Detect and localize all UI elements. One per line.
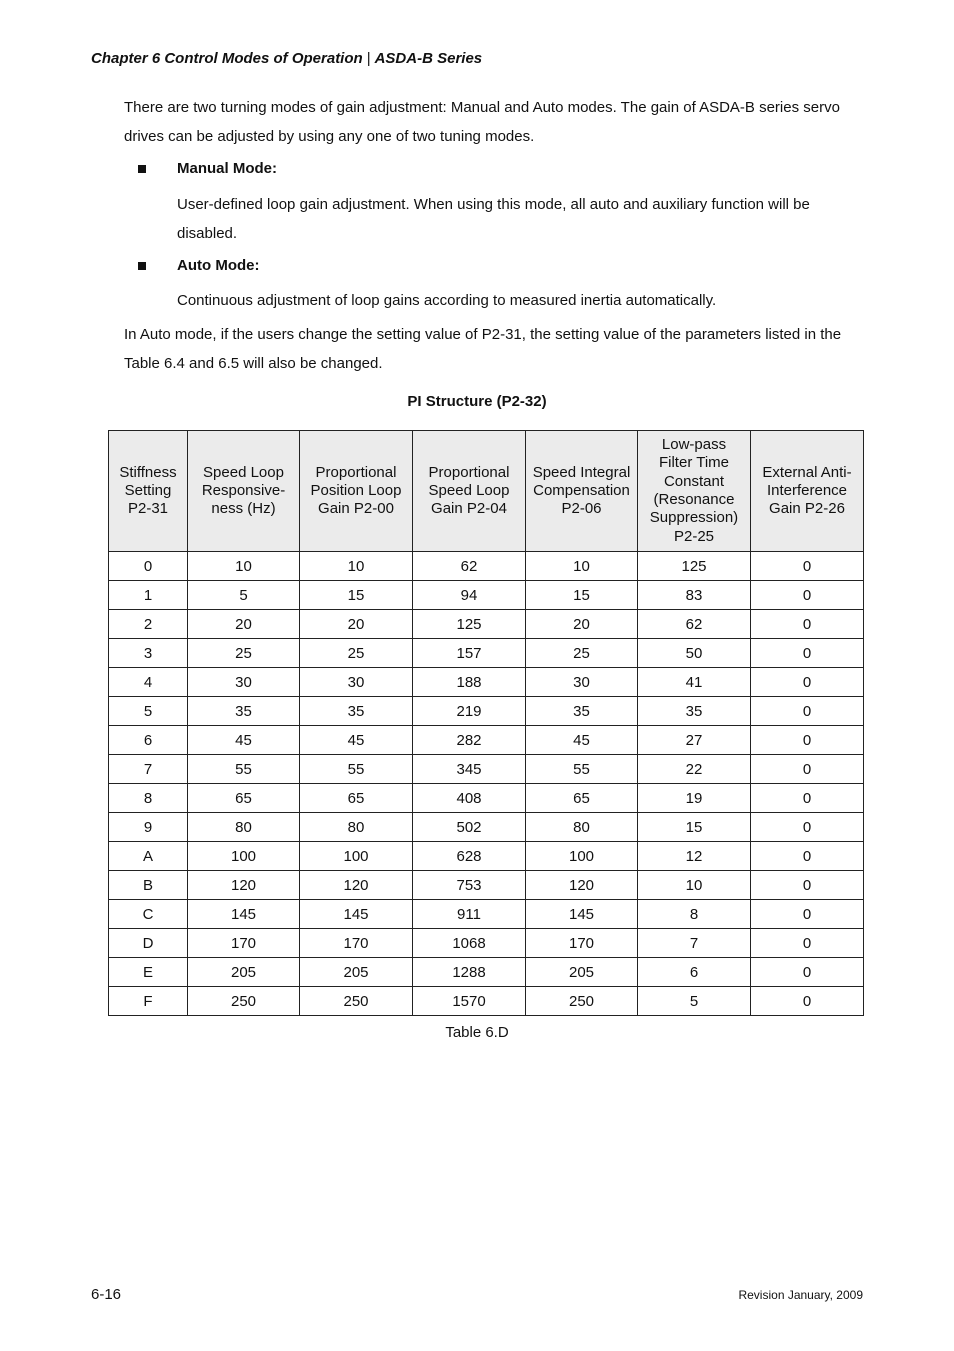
square-bullet-icon — [138, 165, 146, 173]
table-row — [109, 900, 864, 929]
table-cell: 1 — [109, 581, 188, 610]
column-header-line: Filter Time — [658, 454, 729, 472]
column-header-line: Responsive- — [201, 481, 286, 499]
table-cell: 65 — [300, 784, 413, 813]
intro-paragraph: There are two turning modes of gain adjustment: Manual and Auto modes. The gain of ASDA-B series servo drives can be adjusted by using any one of two tuning modes. — [124, 99, 840, 145]
table-cell: 125 — [413, 610, 526, 639]
header-separator: | — [366, 50, 371, 67]
revision-date: Revision January, 2009 — [738, 1288, 863, 1302]
table-cell: 4 — [109, 668, 188, 697]
page-header — [91, 50, 482, 67]
table-cell: 0 — [751, 900, 864, 929]
table-cell: E — [109, 958, 188, 987]
table-cell: 80 — [188, 813, 300, 842]
table-cell: 0 — [751, 813, 864, 842]
table-row — [109, 697, 864, 726]
table-row — [109, 726, 864, 755]
table-cell: 170 — [188, 929, 300, 958]
table-title: PI Structure (P2-32) — [407, 393, 547, 410]
pi-structure-table — [108, 430, 864, 1016]
table-row — [109, 929, 864, 958]
table-cell: A — [109, 842, 188, 871]
table-cell: 170 — [300, 929, 413, 958]
table-cell: 753 — [413, 871, 526, 900]
table-cell: 25 — [300, 639, 413, 668]
table-cell: 0 — [751, 755, 864, 784]
table-cell: 12 — [638, 842, 751, 871]
column-header-line: P2-25 — [673, 527, 715, 545]
table-cell: 5 — [638, 987, 751, 1016]
table-cell: 345 — [413, 755, 526, 784]
table-cell: 0 — [751, 639, 864, 668]
column-header-line: Speed Integral — [532, 463, 631, 481]
column-header — [300, 431, 413, 552]
table-cell: 0 — [751, 958, 864, 987]
table-cell: 157 — [413, 639, 526, 668]
table-cell: 408 — [413, 784, 526, 813]
table-cell: 65 — [526, 784, 638, 813]
column-header-line: Setting — [124, 481, 172, 499]
table-cell: 35 — [526, 697, 638, 726]
auto-mode-text: Continuous adjustment of loop gains according to measured inertia automatically. — [177, 292, 717, 309]
column-header-line: Gain P2-04 — [431, 500, 507, 518]
table-row — [109, 958, 864, 987]
table-cell: 30 — [526, 668, 638, 697]
table-cell: 0 — [751, 668, 864, 697]
table-cell: 0 — [751, 726, 864, 755]
table-cell: 35 — [638, 697, 751, 726]
table-body — [109, 552, 864, 1016]
table-cell: 10 — [300, 552, 413, 581]
table-cell: 205 — [300, 958, 413, 987]
table-cell: 94 — [413, 581, 526, 610]
table-cell: 145 — [526, 900, 638, 929]
table-cell: 282 — [413, 726, 526, 755]
table-cell: 30 — [300, 668, 413, 697]
table-cell: 250 — [300, 987, 413, 1016]
table-cell: 65 — [188, 784, 300, 813]
table-row — [109, 552, 864, 581]
auto-mode-note: In Auto mode, if the users change the setting value of P2-31, the setting value of the parameters listed in the Table 6.4 and 6.5 will also be changed. — [124, 326, 842, 372]
table-row — [109, 784, 864, 813]
table-cell: 55 — [300, 755, 413, 784]
table-cell: 45 — [526, 726, 638, 755]
table-row — [109, 755, 864, 784]
column-header-line: Stiffness — [119, 463, 177, 481]
column-header-line: ness (Hz) — [211, 500, 276, 518]
table-cell: 7 — [109, 755, 188, 784]
table-cell: 55 — [526, 755, 638, 784]
table-cell: 10 — [638, 871, 751, 900]
page-number: 6-16 — [91, 1286, 122, 1303]
manual-mode-title: Manual Mode: — [177, 160, 277, 177]
column-header — [109, 431, 188, 552]
column-header-line: Speed Loop — [203, 463, 284, 481]
table-row — [109, 581, 864, 610]
column-header-line: Gain P2-26 — [769, 500, 845, 518]
table-cell: 0 — [751, 552, 864, 581]
table-cell: 19 — [638, 784, 751, 813]
table-cell: 20 — [526, 610, 638, 639]
table-cell: 6 — [109, 726, 188, 755]
table-cell: 35 — [300, 697, 413, 726]
table-cell: 911 — [413, 900, 526, 929]
column-header — [188, 431, 300, 552]
table-cell: 80 — [526, 813, 638, 842]
table-cell: 219 — [413, 697, 526, 726]
column-header-line: P2-06 — [561, 500, 602, 518]
column-header-line: Proportional — [428, 463, 510, 481]
series-title: ASDA-B Series — [374, 50, 483, 67]
column-header-line: Position Loop — [310, 481, 402, 499]
table-cell: 25 — [526, 639, 638, 668]
table-cell: 45 — [188, 726, 300, 755]
table-cell: 2 — [109, 610, 188, 639]
column-header-line: Gain P2-00 — [318, 500, 394, 518]
table-row — [109, 639, 864, 668]
table-cell: 15 — [638, 813, 751, 842]
table-cell: 10 — [188, 552, 300, 581]
table-cell: 80 — [300, 813, 413, 842]
table-cell: 1570 — [413, 987, 526, 1016]
table-caption: Table 6.D — [445, 1024, 509, 1041]
auto-mode-title: Auto Mode: — [177, 257, 260, 274]
table-cell: 170 — [526, 929, 638, 958]
table-cell: 9 — [109, 813, 188, 842]
column-header-line: Speed Loop — [428, 481, 510, 499]
column-header-line: Compensation — [533, 481, 630, 499]
table-cell: 250 — [526, 987, 638, 1016]
table-cell: 10 — [526, 552, 638, 581]
table-cell: 0 — [109, 552, 188, 581]
table-cell: 502 — [413, 813, 526, 842]
table-cell: 22 — [638, 755, 751, 784]
table-row — [109, 871, 864, 900]
table-cell: 100 — [526, 842, 638, 871]
table-cell: 145 — [300, 900, 413, 929]
table-row — [109, 610, 864, 639]
table-cell: 100 — [188, 842, 300, 871]
column-header-line: Low-pass — [661, 436, 727, 454]
column-header — [751, 431, 864, 552]
table-cell: 35 — [188, 697, 300, 726]
table-cell: 125 — [638, 552, 751, 581]
manual-mode-bullet — [138, 160, 277, 177]
table-cell: 0 — [751, 784, 864, 813]
column-header-line: Constant — [663, 472, 725, 490]
table-cell: 41 — [638, 668, 751, 697]
table-cell: 5 — [188, 581, 300, 610]
table-cell: 250 — [188, 987, 300, 1016]
table-cell: 188 — [413, 668, 526, 697]
table-cell: 30 — [188, 668, 300, 697]
table-cell: D — [109, 929, 188, 958]
table-cell: 120 — [188, 871, 300, 900]
table-cell: 0 — [751, 610, 864, 639]
table-cell: 8 — [109, 784, 188, 813]
column-header — [413, 431, 526, 552]
table-cell: 6 — [638, 958, 751, 987]
table-cell: C — [109, 900, 188, 929]
table-cell: 83 — [638, 581, 751, 610]
table-cell: 100 — [300, 842, 413, 871]
table-header-row — [109, 431, 864, 552]
column-header-line: External Anti- — [762, 463, 852, 481]
table-cell: 7 — [638, 929, 751, 958]
auto-mode-bullet — [138, 257, 259, 274]
column-header-line: P2-31 — [127, 500, 169, 518]
square-bullet-icon — [138, 262, 146, 270]
table-row — [109, 987, 864, 1016]
table-cell: 15 — [526, 581, 638, 610]
table-row — [109, 813, 864, 842]
table-cell: 0 — [751, 987, 864, 1016]
table-cell: 205 — [188, 958, 300, 987]
table-cell: B — [109, 871, 188, 900]
table-cell: 0 — [751, 871, 864, 900]
table-cell: 1288 — [413, 958, 526, 987]
table-cell: 205 — [526, 958, 638, 987]
column-header-line: Proportional — [315, 463, 397, 481]
table-cell: 1068 — [413, 929, 526, 958]
table-cell: 0 — [751, 842, 864, 871]
table-cell: F — [109, 987, 188, 1016]
column-header — [526, 431, 638, 552]
manual-mode-text: User-defined loop gain adjustment. When using this mode, all auto and auxiliary function will be disabled. — [177, 196, 810, 242]
table-cell: 8 — [638, 900, 751, 929]
table-cell: 45 — [300, 726, 413, 755]
column-header-line: Interference — [766, 481, 848, 499]
table-cell: 0 — [751, 929, 864, 958]
chapter-title: Chapter 6 Control Modes of Operation — [91, 50, 363, 67]
table-cell: 20 — [300, 610, 413, 639]
table-cell: 120 — [526, 871, 638, 900]
table-cell: 62 — [413, 552, 526, 581]
table-row — [109, 842, 864, 871]
table-cell: 3 — [109, 639, 188, 668]
column-header — [638, 431, 751, 552]
table-row — [109, 668, 864, 697]
table-cell: 50 — [638, 639, 751, 668]
table-cell: 145 — [188, 900, 300, 929]
table-cell: 120 — [300, 871, 413, 900]
table-cell: 0 — [751, 581, 864, 610]
column-header-line: Suppression) — [649, 509, 739, 527]
table-cell: 27 — [638, 726, 751, 755]
table-cell: 25 — [188, 639, 300, 668]
table-cell: 15 — [300, 581, 413, 610]
table-cell: 628 — [413, 842, 526, 871]
table-cell: 62 — [638, 610, 751, 639]
column-header-line: (Resonance — [653, 491, 735, 508]
table-cell: 0 — [751, 697, 864, 726]
table-cell: 55 — [188, 755, 300, 784]
table-cell: 20 — [188, 610, 300, 639]
table-cell: 5 — [109, 697, 188, 726]
